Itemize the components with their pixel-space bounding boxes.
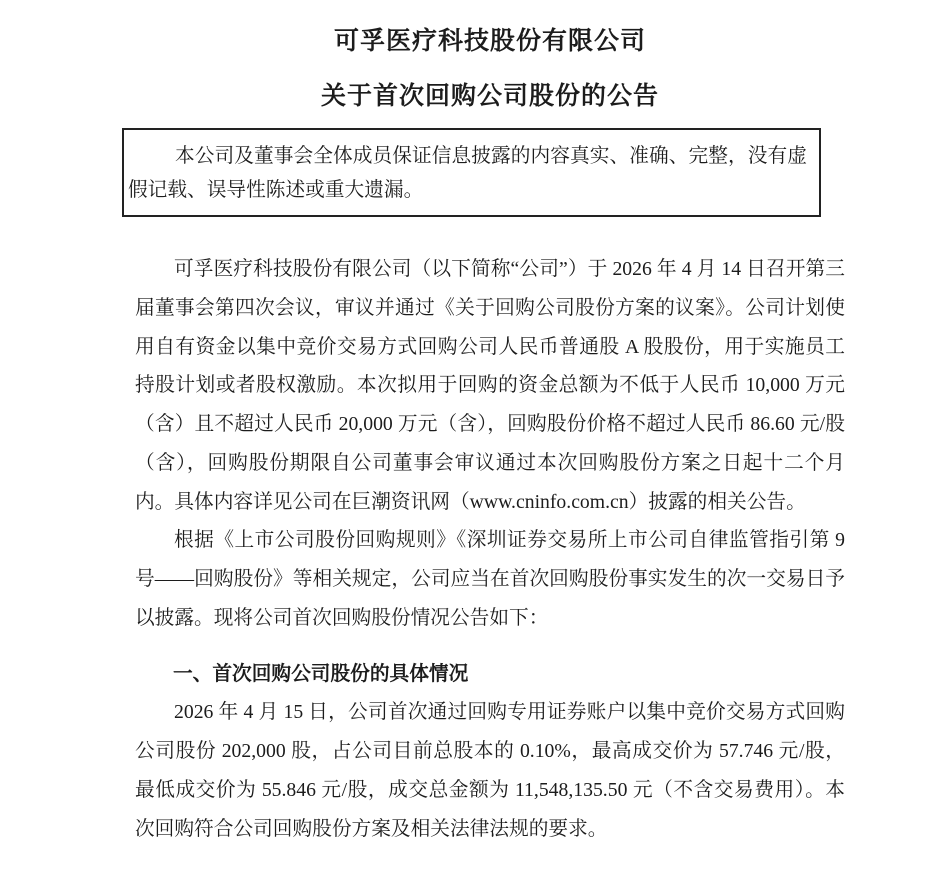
disclaimer-box: [122, 128, 821, 217]
regulation-basis-paragraph: 根据《上市公司股份回购规则》《深圳证券交易所上市公司自律监管指引第 9 号——回购股份》等相关规定，公司应当在首次回购股份事实发生的次一交易日予以披露。现将公司首次回购股份情况公告如下：: [135, 529, 845, 629]
section-1-heading: 一、首次回购公司股份的具体情况: [173, 662, 469, 685]
section-1-paragraph: 2026 年 4 月 15 日，公司首次通过回购专用证券账户以集中竞价交易方式回购公司股份 202,000 股，占公司目前总股本的 0.10%，最高成交价为 57.746 元/股，最低成交价为 55.846 元/股，成交总金额为 11,548,135.50 元（不含交易费用）。本次回购符合公司回购股份方案及相关法律法规的要求。: [135, 701, 845, 840]
announcement-title: 关于首次回购公司股份的公告: [320, 83, 659, 110]
disclaimer-text: 本公司及董事会全体成员保证信息披露的内容真实、准确、完整，没有虚假记载、误导性陈述或重大遗漏。: [128, 145, 807, 201]
company-name-title: 可孚医疗科技股份有限公司: [333, 28, 646, 55]
intro-paragraph: 可孚医疗科技股份有限公司（以下简称“公司”）于 2026 年 4 月 14 日召开第三届董事会第四次会议，审议并通过《关于回购公司股份方案的议案》。公司计划使用自有资金以集中竞价交易方式回购公司人民币普通股 A 股股份，用于实施员工持股计划或者股权激励。本次拟用于回购的资金总额为不低于人民币 10,000 万元（含）且不超过人民币 20,000 万元（含），回购股份价格不超过人民币 86.60 元/股（含），回购股份期限自公司董事会审议通过本次回购股份方案之日起十二个月内。具体内容详见公司在巨潮资讯网（www.cninfo.com.cn）披露的相关公告。: [135, 258, 845, 513]
